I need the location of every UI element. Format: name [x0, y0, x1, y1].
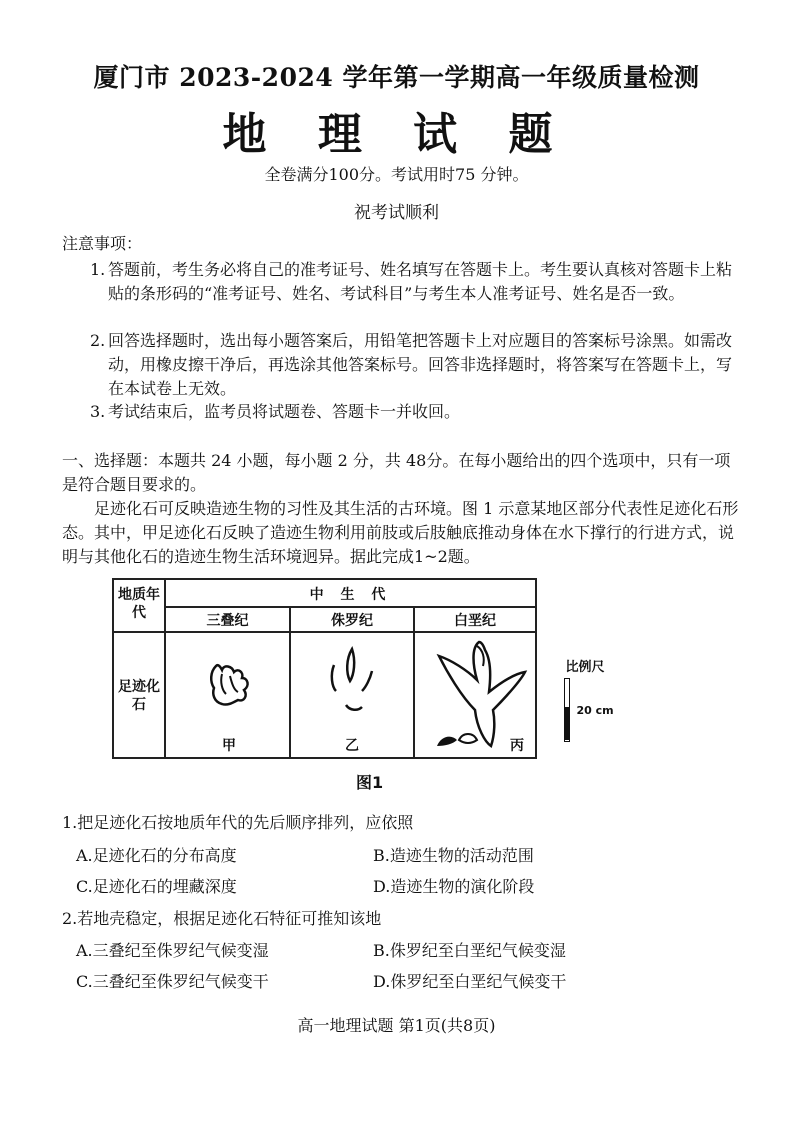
q1-option-d: D.造迹生物的演化阶段 [373, 877, 535, 896]
subject-title: 地 理 试 题 [222, 109, 571, 160]
notice-num: 1. [90, 260, 106, 279]
exam-title: 厦门市 2023-2024 学年第一学期高一年级质量检测 [93, 63, 700, 92]
q1-option-c: C.足迹化石的埋藏深度 [76, 877, 237, 896]
notice-text: 考试结束后，监考员将试题卷、答题卡一并收回。 [108, 402, 461, 421]
notice-num: 3. [90, 402, 106, 421]
notice-text: 回答选择题时，选出每小题答案后，用铅笔把答题卡上对应题目的答案标号涂黑。如需改动，用橡皮擦干净后，再选涂其他答案标号。回答非选择题时，将答案写在答题卡上，写在本试卷上无效。 [108, 331, 733, 398]
notice-num: 2. [90, 331, 106, 350]
fossil-label-yi: 乙 [345, 738, 359, 754]
fossil-yi-icon [324, 645, 384, 725]
row-header-fossil: 足迹化石 [118, 679, 160, 713]
scale-label: 比例尺 [565, 660, 605, 675]
question-1-stem: 1.把足迹化石按地质年代的先后顺序排列，应依照 [62, 813, 414, 832]
q2-option-c: C.三叠纪至侏罗纪气候变干 [76, 972, 269, 991]
period-cretaceous: 白垩纪 [454, 613, 496, 629]
notice-item-3 [90, 400, 736, 424]
page-footer: 高一地理试题 第1页(共8页) [297, 1016, 496, 1035]
notice-item-2 [90, 329, 736, 401]
period-jurassic: 侏罗纪 [331, 613, 373, 629]
q1-option-b: B.造迹生物的活动范围 [373, 846, 534, 865]
q2-option-d: D.侏罗纪至白垩纪气候变干 [373, 972, 567, 991]
section-intro: 足迹化石可反映造迹生物的习性及其生活的古环境。图 1 示意某地区部分代表性足迹化石形态。其中，甲足迹化石反映了造迹生物利用前肢或后肢触底推动身体在水下撑行的行进方式，说明与其他化石的造迹生物生活环境迥异。据此完成1~2题。 [62, 499, 739, 566]
row-header-era: 地质年代 [118, 587, 160, 621]
notice-item-1 [90, 258, 736, 306]
fossil-label-jia: 甲 [222, 738, 236, 754]
fossil-table [112, 578, 537, 759]
notice-label: 注意事项： [62, 234, 143, 253]
era-label: 中 生 代 [309, 587, 392, 603]
figure-caption: 图1 [356, 773, 384, 792]
fossil-label-bing: 丙 [510, 738, 524, 754]
q1-option-a: A.足迹化石的分布高度 [76, 846, 237, 865]
section-heading: 一、选择题：本题共 24 小题，每小题 2 分，共 48分。在每小题给出的四个选项中，只有一项是符合题目要求的。 [62, 451, 731, 494]
question-2-stem: 2.若地壳稳定，根据足迹化石特征可推知该地 [62, 909, 382, 928]
fossil-jia-icon [204, 660, 254, 715]
q2-option-b: B.侏罗纪至白垩纪气候变湿 [373, 941, 566, 960]
period-triassic: 三叠纪 [206, 613, 249, 629]
fossil-figure [112, 578, 640, 760]
q2-option-a: A.三叠纪至侏罗纪气候变湿 [76, 941, 269, 960]
score-info: 全卷满分100分。考试用时75 分钟。 [264, 165, 529, 184]
wish-line: 祝考试顺利 [354, 203, 439, 223]
scale-value: 20 cm [576, 704, 614, 717]
notice-text: 答题前，考生务必将自己的准考证号、姓名填写在答题卡上。考生要认真核对答题卡上粘贴的条形码的“准考证号、姓名、考试科目”与考生本人准考证号、姓名是否一致。 [108, 260, 733, 303]
